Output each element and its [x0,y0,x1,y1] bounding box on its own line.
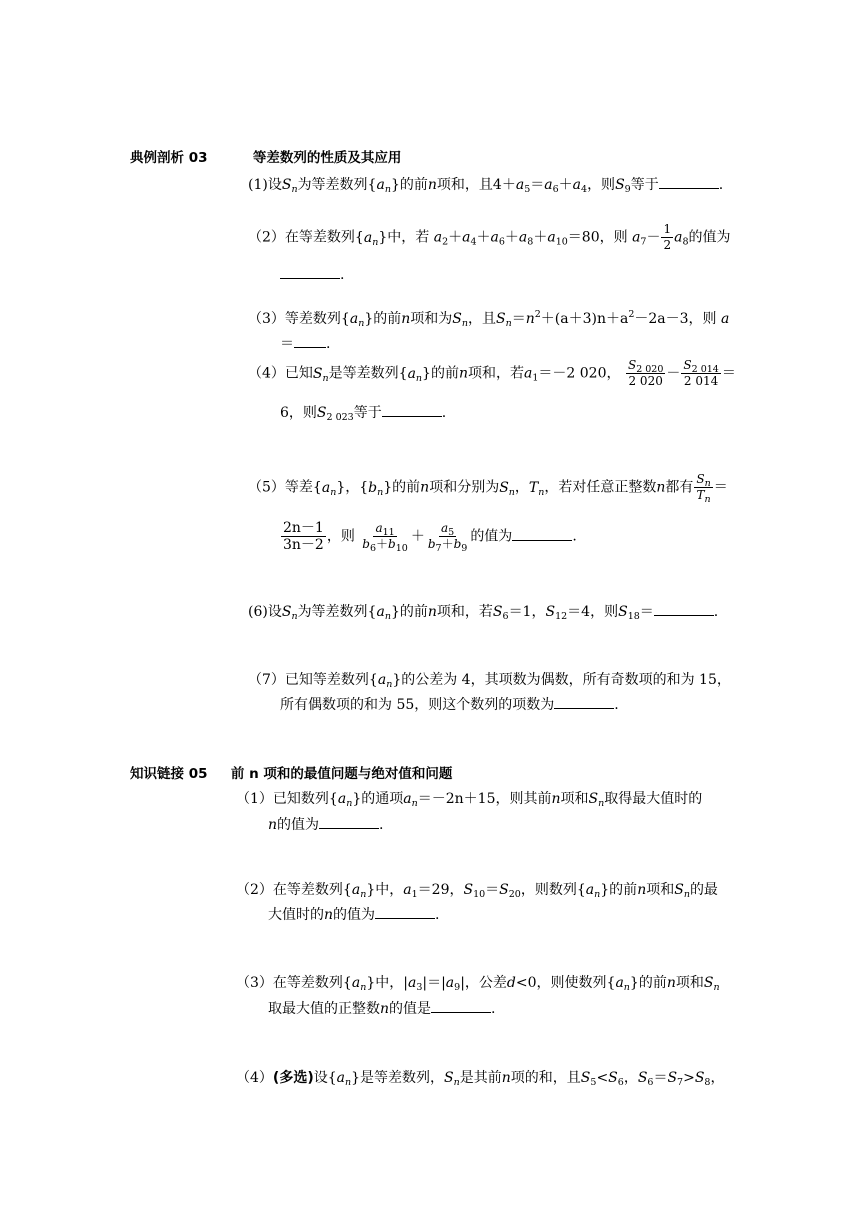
answer-blank [375,904,435,919]
section-header-1 [130,148,401,168]
answer-blank [280,264,340,279]
question-2: （2）在等差数列$\{a_n\}$中，$a_1=29$，$S_{10}=S_{20}$，则数列$\{a_n\}$的前n项和$S_n$的最 [236,882,718,900]
question-4: （4）(多选)设$\{a_n\}$是等差数列，$S_n$是其前n项的和，且$S_5<S_6$，$S_6=S_7>S_8$， [236,1070,725,1088]
answer-blank [554,694,614,709]
problem-4: （4）已知$S_n$是等差数列$\{a_n\}$的前n项和，若$a_1=-2$ 020， $\frac{S_{2 020}}{2 020}$ － $\frac{S_{2 014}}{2 014}$ ＝ [248,358,736,388]
problem-4-line2: 6，则$S_{2 023}$等于 . [280,402,446,423]
problem-2: （2）在等差数列$\{a_n\}$中，若 $a_2+a_4+a_6+a_8+a_{10}=80$，则 $a_7-$ $\frac{1}{2}$ $a_8$的值为 [248,222,731,252]
fraction-2: $\frac{S_{2 014}}{2 014}$ [683,358,719,388]
problem-7: （7）已知等差数列$\{a_n\}$的公差为 4，其项数为偶数，所有奇数项的和为 15， [248,672,731,690]
answer-blank [659,174,719,189]
section-title: 前 n 项和的最值问题与绝对值和问题 [230,766,453,782]
section-tag: 典例剖析 03 [130,150,208,166]
fraction-3: $\frac{2n-1}{3n-2}$ [283,520,324,553]
question-3-line2: 取最大值的正整数n的值是 . [268,998,495,1019]
problem-2-line2: . [280,264,344,285]
problem-6: (6)设$S_n$为等差数列$\{a_n\}$的前n项和，若$S_6=1$，$S_{12}=4$，则$S_{18}=$ . [248,601,718,622]
problem-7-line2: 所有偶数项的和为 55，则这个数列的项数为 . [280,694,619,715]
problem-3-line2: ＝ . [280,333,330,354]
answer-blank [512,526,572,541]
problem-3: （3）等差数列$\{a_n\}$的前n项和为$S_n$，且$S_n=n^2+(a+3)n+a^2-2a-3$，则 a [248,309,730,329]
question-2-line2: 大值时的n的值为 . [268,904,439,925]
answer-blank [294,333,326,348]
section-tag: 知识链接 05 [130,766,208,782]
answer-blank [654,601,714,616]
question-1: （1）已知数列$\{a_n\}$的通项$a_n=-2n+15$，则其前n项和$S_n$取得最大值时的 [236,791,703,809]
answer-blank [382,402,442,417]
answer-blank [319,814,379,829]
problem-5: （5）等差$\{a_n\}$，$\{b_n\}$的前n项和分别为$S_n$，$T_n$，若对任意正整数n都有 $\frac{S_n}{T_n}$ ＝ [248,472,728,505]
problem-5-line2: $\frac{2n-1}{3n-2}$ ，则 $\frac{a_{11}}{b_6+b_{10}}$ ＋ $\frac{a_5}{b_7+b_9}$ 的值为 . [283,520,577,554]
problem-1: (1)设$S_n$为等差数列$\{a_n\}$的前n项和，且$4+a_5=a_6+a_4$，则$S_9$等于 . [248,174,723,195]
question-1-line2: n的值为 . [268,814,383,835]
fraction-1: $\frac{S_{2 020}}{2 020}$ [627,358,664,388]
section-title: 等差数列的性质及其应用 [252,150,402,166]
question-3: （3）在等差数列$\{a_n\}$中，$|a_3|=|a_9|$，公差d<0，则使数列$\{a_n\}$的前n项和$S_n$ [236,975,720,993]
section-header-2 [130,764,452,784]
multi-select-tag: (多选) [272,1070,314,1086]
answer-blank [431,998,491,1013]
